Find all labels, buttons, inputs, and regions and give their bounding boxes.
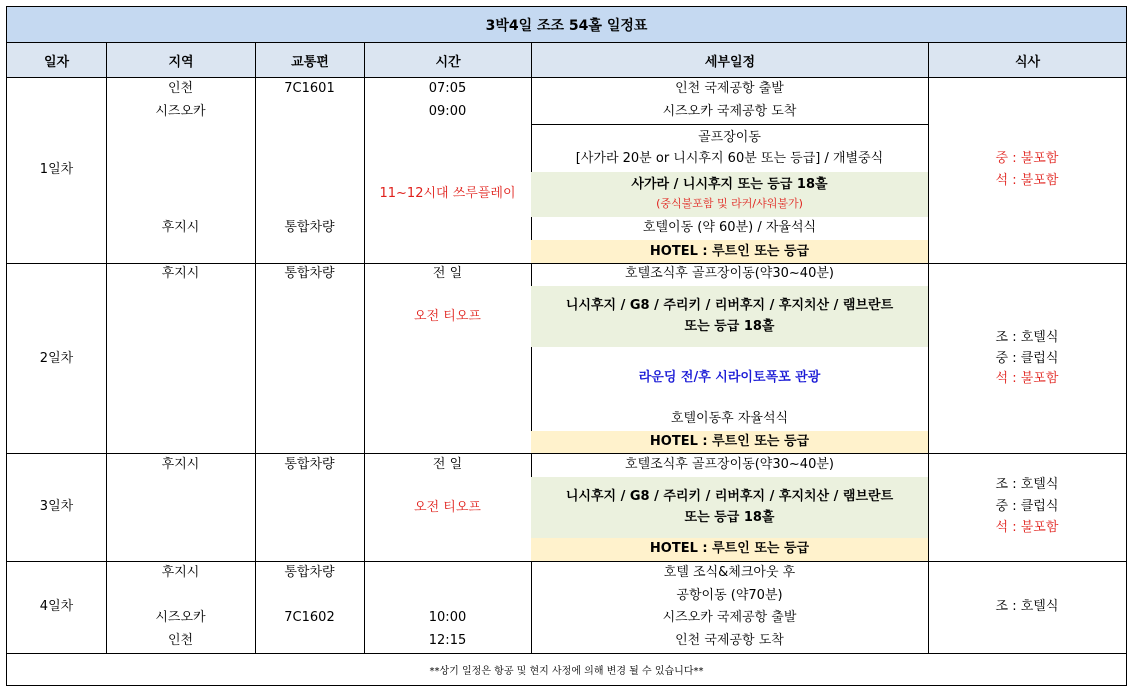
day2-region-1: 후지시 <box>161 266 200 281</box>
day2-detail-4: 라운딩 전/후 시라이토폭포 관광 <box>638 370 821 385</box>
day1-meal-cell <box>928 78 1127 264</box>
day1-detail-6: (중식불포함 및 라커/샤워불가) <box>656 197 803 210</box>
day2-label-cell <box>6 263 107 454</box>
day3-region-cell <box>106 454 256 562</box>
day2-label: 2일차 <box>39 351 74 366</box>
day2-time-cell <box>364 263 532 454</box>
day2-time-1: 전 일 <box>432 266 463 281</box>
day3-detail-3: 또는 등급 18홀 <box>684 510 775 525</box>
day1-detail-4: [사가라 20분 or 니시후지 60분 또는 등급] / 개별중식 <box>575 151 884 166</box>
day4-transport-2: 7C1602 <box>284 610 335 625</box>
day2-transport-1: 통합차량 <box>284 266 335 281</box>
day4-time-2: 12:15 <box>428 633 467 648</box>
day2-detail-2: 니시후지 / G8 / 주리키 / 리버후지 / 후지치산 / 램브란트 <box>565 298 894 313</box>
day2-meal-cell <box>928 263 1127 454</box>
day3-label: 3일차 <box>39 499 74 514</box>
day2-detail-6: HOTEL : 루트인 또는 등급 <box>649 434 810 449</box>
day1-detail-divider <box>531 124 928 125</box>
day1-region-2: 시즈오카 <box>155 104 206 119</box>
day3-detail-1: 호텔조식후 골프장이동(약30~40분) <box>625 457 834 472</box>
day2-detail-1: 호텔조식후 골프장이동(약30~40분) <box>625 266 834 281</box>
day2-detail-3: 또는 등급 18홀 <box>684 319 775 334</box>
day4-detail-cell <box>531 562 929 654</box>
header-meal: 식사 <box>928 43 1127 78</box>
day3-meal-1: 조 : 호텔식 <box>995 477 1059 492</box>
day1-detail-7: 호텔이동 (약 60분) / 자율석식 <box>642 220 817 235</box>
day1-label-cell <box>6 78 107 264</box>
day1-region-cell <box>106 78 256 264</box>
day1-time-cell <box>364 78 532 264</box>
day2-region-cell <box>106 263 256 454</box>
day4-region-3: 인천 <box>167 633 194 648</box>
day1-region-3: 후지시 <box>161 220 200 235</box>
day1-detail-8: HOTEL : 루트인 또는 등급 <box>649 244 810 259</box>
day1-transport-1: 7C1601 <box>284 81 335 96</box>
schedule-footer-note: **상기 일정은 항공 및 현지 사정에 의해 변경 될 수 있습니다** <box>6 654 1127 686</box>
day4-region-cell <box>106 562 256 654</box>
day4-detail-1: 호텔 조식&체크아웃 후 <box>663 565 796 580</box>
day4-label: 4일차 <box>39 599 74 614</box>
day4-detail-2: 공항이동 (약70분) <box>676 588 783 603</box>
day4-meal-cell <box>928 562 1127 654</box>
day1-meal-2: 석 : 불포함 <box>995 173 1059 188</box>
header-detail: 세부일정 <box>531 43 929 78</box>
day4-transport-cell <box>255 562 365 654</box>
day3-meal-3: 석 : 불포함 <box>995 520 1059 535</box>
day2-meal-2: 중 : 클럽식 <box>995 351 1059 366</box>
header-day: 일자 <box>6 43 107 78</box>
day2-meal-1: 조 : 호텔식 <box>995 330 1059 345</box>
day2-detail-5: 호텔이동후 자율석식 <box>670 411 789 426</box>
day1-label: 1일차 <box>39 162 74 177</box>
day3-time-cell <box>364 454 532 562</box>
day3-detail-4: HOTEL : 루트인 또는 등급 <box>649 541 810 556</box>
day3-meal-cell <box>928 454 1127 562</box>
day1-transport-cell <box>255 78 365 264</box>
day4-transport-1: 통합차량 <box>284 565 335 580</box>
day4-time-cell <box>364 562 532 654</box>
day3-region-1: 후지시 <box>161 457 200 472</box>
day2-transport-cell <box>255 263 365 454</box>
day1-region-1: 인천 <box>167 81 194 96</box>
day1-transport-2: 통합차량 <box>284 220 335 235</box>
day3-detail-2: 니시후지 / G8 / 주리키 / 리버후지 / 후지치산 / 램브란트 <box>565 489 894 504</box>
day3-meal-2: 중 : 클럽식 <box>995 499 1059 514</box>
day4-time-1: 10:00 <box>428 610 467 625</box>
day3-round-band <box>531 477 928 538</box>
day3-transport-cell <box>255 454 365 562</box>
day1-meal-1: 중 : 불포함 <box>995 151 1059 166</box>
day2-time-2: 오전 티오프 <box>414 309 481 324</box>
day3-time-1: 전 일 <box>432 457 463 472</box>
day2-round-band <box>531 286 928 347</box>
day1-time-3: 11~12시대 쓰루플레이 <box>379 186 516 201</box>
day3-label-cell <box>6 454 107 562</box>
day1-detail-2: 시즈오카 국제공항 도착 <box>662 104 797 119</box>
day1-detail-1: 인천 국제공항 출발 <box>675 81 784 96</box>
day3-transport-1: 통합차량 <box>284 457 335 472</box>
schedule-title: 3박4일 조조 54홀 일정표 <box>6 6 1127 43</box>
day2-meal-3: 석 : 불포함 <box>995 371 1059 386</box>
day4-detail-3: 시즈오카 국제공항 출발 <box>662 610 797 625</box>
day4-meal-1: 조 : 호텔식 <box>995 599 1059 614</box>
header-time: 시간 <box>364 43 532 78</box>
day4-region-2: 시즈오카 <box>155 610 206 625</box>
day1-detail-5: 사가라 / 니시후지 또는 등급 18홀 <box>631 177 828 192</box>
day1-detail-3: 골프장이동 <box>698 130 761 145</box>
day1-time-2: 09:00 <box>428 104 467 119</box>
day1-time-1: 07:05 <box>428 81 467 96</box>
day4-region-1: 후지시 <box>161 565 200 580</box>
day4-label-cell <box>6 562 107 654</box>
day3-time-2: 오전 티오프 <box>414 500 481 515</box>
day4-detail-4: 인천 국제공항 도착 <box>675 633 784 648</box>
header-transport: 교통편 <box>255 43 365 78</box>
header-region: 지역 <box>106 43 256 78</box>
